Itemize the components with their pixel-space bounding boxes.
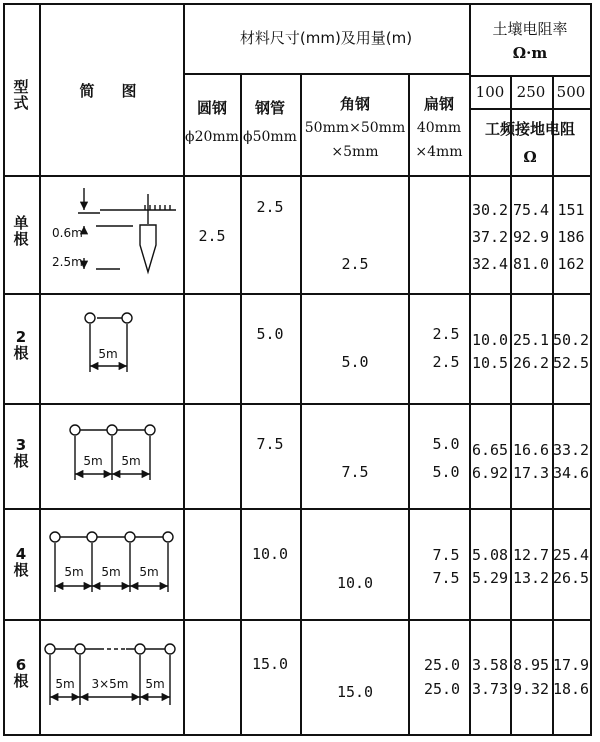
angle-steel-value: 2.5 bbox=[341, 255, 369, 273]
dimension-label: 5m bbox=[121, 454, 141, 468]
resistance-value: 33.2 bbox=[552, 441, 590, 459]
three-electrode-diagram bbox=[70, 425, 155, 480]
type-column-header: 型 式 bbox=[13, 78, 29, 112]
resistance-value: 26.2 bbox=[512, 354, 550, 372]
resistance-value: 6.65 bbox=[471, 441, 509, 459]
two-electrode-diagram bbox=[85, 313, 132, 372]
soil-resistivity-unit: Ω·m bbox=[512, 44, 548, 62]
flat-steel-value: 5.0 bbox=[432, 435, 460, 453]
angle-steel-size: 50mm×50mm bbox=[304, 120, 406, 136]
resistance-value: 3.58 bbox=[471, 656, 509, 674]
row-label: 4 根 bbox=[13, 545, 29, 579]
steel-pipe-value: 15.0 bbox=[251, 655, 289, 673]
flat-steel-size: 40mm bbox=[416, 120, 462, 136]
flat-steel-value: 25.0 bbox=[423, 680, 461, 698]
angle-steel-size: ×5mm bbox=[331, 144, 379, 160]
resistance-value: 25.4 bbox=[552, 546, 590, 564]
resistance-value: 50.2 bbox=[552, 331, 590, 349]
resistance-value: 81.0 bbox=[512, 255, 550, 273]
dimension-label: 5m bbox=[139, 565, 159, 579]
rho-100: 100 bbox=[475, 83, 505, 101]
steel-pipe-value: 5.0 bbox=[256, 325, 284, 343]
dimension-label: 5m bbox=[55, 677, 75, 691]
resistance-value: 16.6 bbox=[512, 441, 550, 459]
resistance-value: 12.7 bbox=[512, 546, 550, 564]
resistance-value: 10.0 bbox=[471, 331, 509, 349]
resistance-value: 92.9 bbox=[512, 228, 550, 246]
diagram-column-header: 简 图 bbox=[79, 82, 143, 100]
resistance-value: 162 bbox=[557, 255, 585, 273]
resistance-value: 186 bbox=[557, 228, 585, 246]
flat-steel-value: 2.5 bbox=[432, 353, 460, 371]
six-electrode-diagram bbox=[45, 644, 175, 705]
angle-steel-header: 角钢 bbox=[339, 95, 371, 113]
resistance-value: 5.08 bbox=[471, 546, 509, 564]
resistance-value: 52.5 bbox=[552, 354, 590, 372]
resistance-value: 6.92 bbox=[471, 464, 509, 482]
dimension-label: 5m bbox=[101, 565, 121, 579]
four-electrode-diagram bbox=[50, 532, 173, 592]
steel-pipe-value: 7.5 bbox=[256, 435, 284, 453]
resistance-value: 32.4 bbox=[471, 255, 509, 273]
resistance-value: 10.5 bbox=[471, 354, 509, 372]
resistance-value: 5.29 bbox=[471, 569, 509, 587]
resistance-value: 17.9 bbox=[552, 656, 590, 674]
angle-steel-value: 5.0 bbox=[341, 353, 369, 371]
dimension-label: 0.6m bbox=[52, 226, 83, 240]
row-label: 单 根 bbox=[13, 214, 29, 248]
steel-pipe-size: ϕ50mm bbox=[243, 129, 297, 145]
flat-steel-value: 7.5 bbox=[432, 546, 460, 564]
single-electrode-diagram bbox=[78, 188, 176, 272]
dimension-label: 5m bbox=[98, 347, 118, 361]
dimension-label: 5m bbox=[83, 454, 103, 468]
steel-pipe-header: 钢管 bbox=[254, 99, 286, 117]
resistance-value: 9.32 bbox=[512, 680, 550, 698]
resistance-value: 151 bbox=[557, 201, 585, 219]
row-label: 3 根 bbox=[13, 436, 29, 470]
dimension-label: 3×5m bbox=[91, 677, 129, 691]
resistance-value: 30.2 bbox=[471, 201, 509, 219]
angle-steel-value: 7.5 bbox=[341, 463, 369, 481]
flat-steel-size: ×4mm bbox=[415, 144, 463, 160]
round-steel-header: 圆钢 bbox=[196, 99, 228, 117]
resistance-value: 17.3 bbox=[512, 464, 550, 482]
flat-steel-value: 7.5 bbox=[432, 569, 460, 587]
dimension-label: 2.5m bbox=[52, 255, 83, 269]
resistance-value: 75.4 bbox=[512, 201, 550, 219]
resistance-unit: Ω bbox=[523, 148, 537, 166]
resistance-label: 工频接地电阻 bbox=[484, 120, 576, 138]
dimension-label: 5m bbox=[64, 565, 84, 579]
flat-steel-value: 2.5 bbox=[432, 325, 460, 343]
rho-500: 500 bbox=[556, 83, 586, 101]
resistance-value: 3.73 bbox=[471, 680, 509, 698]
round-steel-value: 2.5 bbox=[198, 227, 226, 245]
flat-steel-value: 25.0 bbox=[423, 656, 461, 674]
resistance-value: 37.2 bbox=[471, 228, 509, 246]
steel-pipe-value: 2.5 bbox=[256, 198, 284, 216]
resistance-value: 18.6 bbox=[552, 680, 590, 698]
resistance-value: 8.95 bbox=[512, 656, 550, 674]
row-label: 6 根 bbox=[13, 656, 29, 690]
dimension-label: 5m bbox=[145, 677, 165, 691]
soil-resistivity-header: 土壤电阻率 bbox=[492, 20, 568, 38]
round-steel-size: ϕ20mm bbox=[185, 129, 239, 145]
row-label: 2 根 bbox=[13, 328, 29, 362]
steel-pipe-value: 10.0 bbox=[251, 545, 289, 563]
flat-steel-value: 5.0 bbox=[432, 463, 460, 481]
rho-250: 250 bbox=[516, 83, 546, 101]
resistance-value: 26.5 bbox=[552, 569, 590, 587]
resistance-value: 13.2 bbox=[512, 569, 550, 587]
material-group-header: 材料尺寸(mm)及用量(m) bbox=[239, 29, 413, 47]
resistance-value: 25.1 bbox=[512, 331, 550, 349]
angle-steel-value: 10.0 bbox=[336, 574, 374, 592]
flat-steel-header: 扁钢 bbox=[423, 95, 455, 113]
angle-steel-value: 15.0 bbox=[336, 683, 374, 701]
resistance-value: 34.6 bbox=[552, 464, 590, 482]
